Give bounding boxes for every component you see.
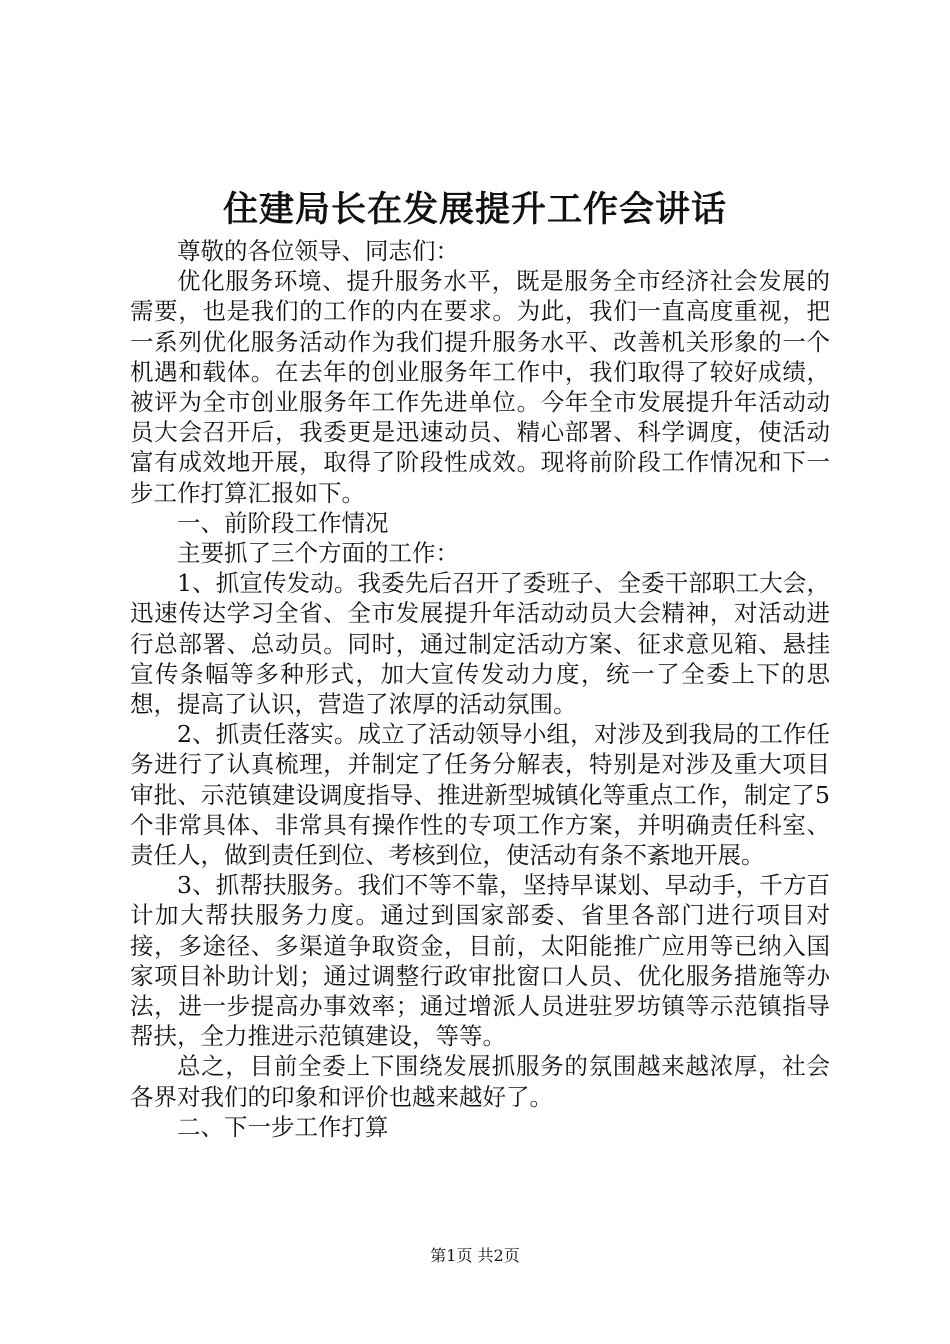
section-heading-1: 一、前阶段工作情况 xyxy=(177,508,389,537)
salutation-paragraph: 尊敬的各位领导、同志们： xyxy=(177,237,459,265)
page-footer: 第1页 共2页 xyxy=(430,1246,520,1265)
item-1-paragraph: 1、抓宣传发动。我委先后召开了委班子、全委干部职工大会，迅速传达学习全省、全市发展提升年活动动员大会精神，对活动进行总部署、总动员。同时，通过制定活动方案、征求意见箱、悬挂宣传条幅等多种形式，加大宣传发动力度，统一了全委上下的思想，提高了认识，营造了浓厚的活动氛围。 xyxy=(130,569,830,719)
document-title: 住建局长在发展提升工作会讲话 xyxy=(222,189,727,230)
item-3-paragraph: 3、抓帮扶服务。我们不等不靠，坚持早谋划、早动手，千方百计加大帮扶服务力度。通过到国家部委、省里各部门进行项目对接，多途径、多渠道争取资金，目前，太阳能推广应用等已纳入国家项目补助计划；通过调整行政审批窗口人员、优化服务措施等办法，进一步提高办事效率；通过增派人员进驻罗坊镇等示范镇指导帮扶，全力推进示范镇建设，等等。 xyxy=(130,871,830,1051)
section-lead-paragraph: 主要抓了三个方面的工作： xyxy=(177,539,459,568)
item-2-paragraph: 2、抓责任落实。成立了活动领导小组，对涉及到我局的工作任务进行了认真梳理，并制定了任务分解表，特别是对涉及重大项目审批、示范镇建设调度指导、推进新型城镇化等重点工作，制定了5个非常具体、非常具有操作性的专项工作方案，并明确责任科室、责任人，做到责任到位、考核到位，使活动有条不紊地开展。 xyxy=(130,720,830,870)
section-heading-2: 二、下一步工作打算 xyxy=(177,1112,389,1141)
intro-paragraph: 优化服务环境、提升服务水平，既是服务全市经济社会发展的需要，也是我们的工作的内在要求。为此，我们一直高度重视，把一系列优化服务活动作为我们提升服务水平、改善机关形象的一个机遇和载体。在去年的创业服务年工作中，我们取得了较好成绩，被评为全市创业服务年工作先进单位。今年全市发展提升年活动动员大会召开后，我委更是迅速动员、精心部署、科学调度，使活动富有成效地开展，取得了阶段性成效。现将前阶段工作情况和下一步工作打算汇报如下。 xyxy=(130,267,830,507)
summary-paragraph: 总之，目前全委上下围绕发展抓服务的氛围越来越浓厚，社会各界对我们的印象和评价也越来越好了。 xyxy=(130,1052,830,1111)
document-body xyxy=(130,236,830,1142)
